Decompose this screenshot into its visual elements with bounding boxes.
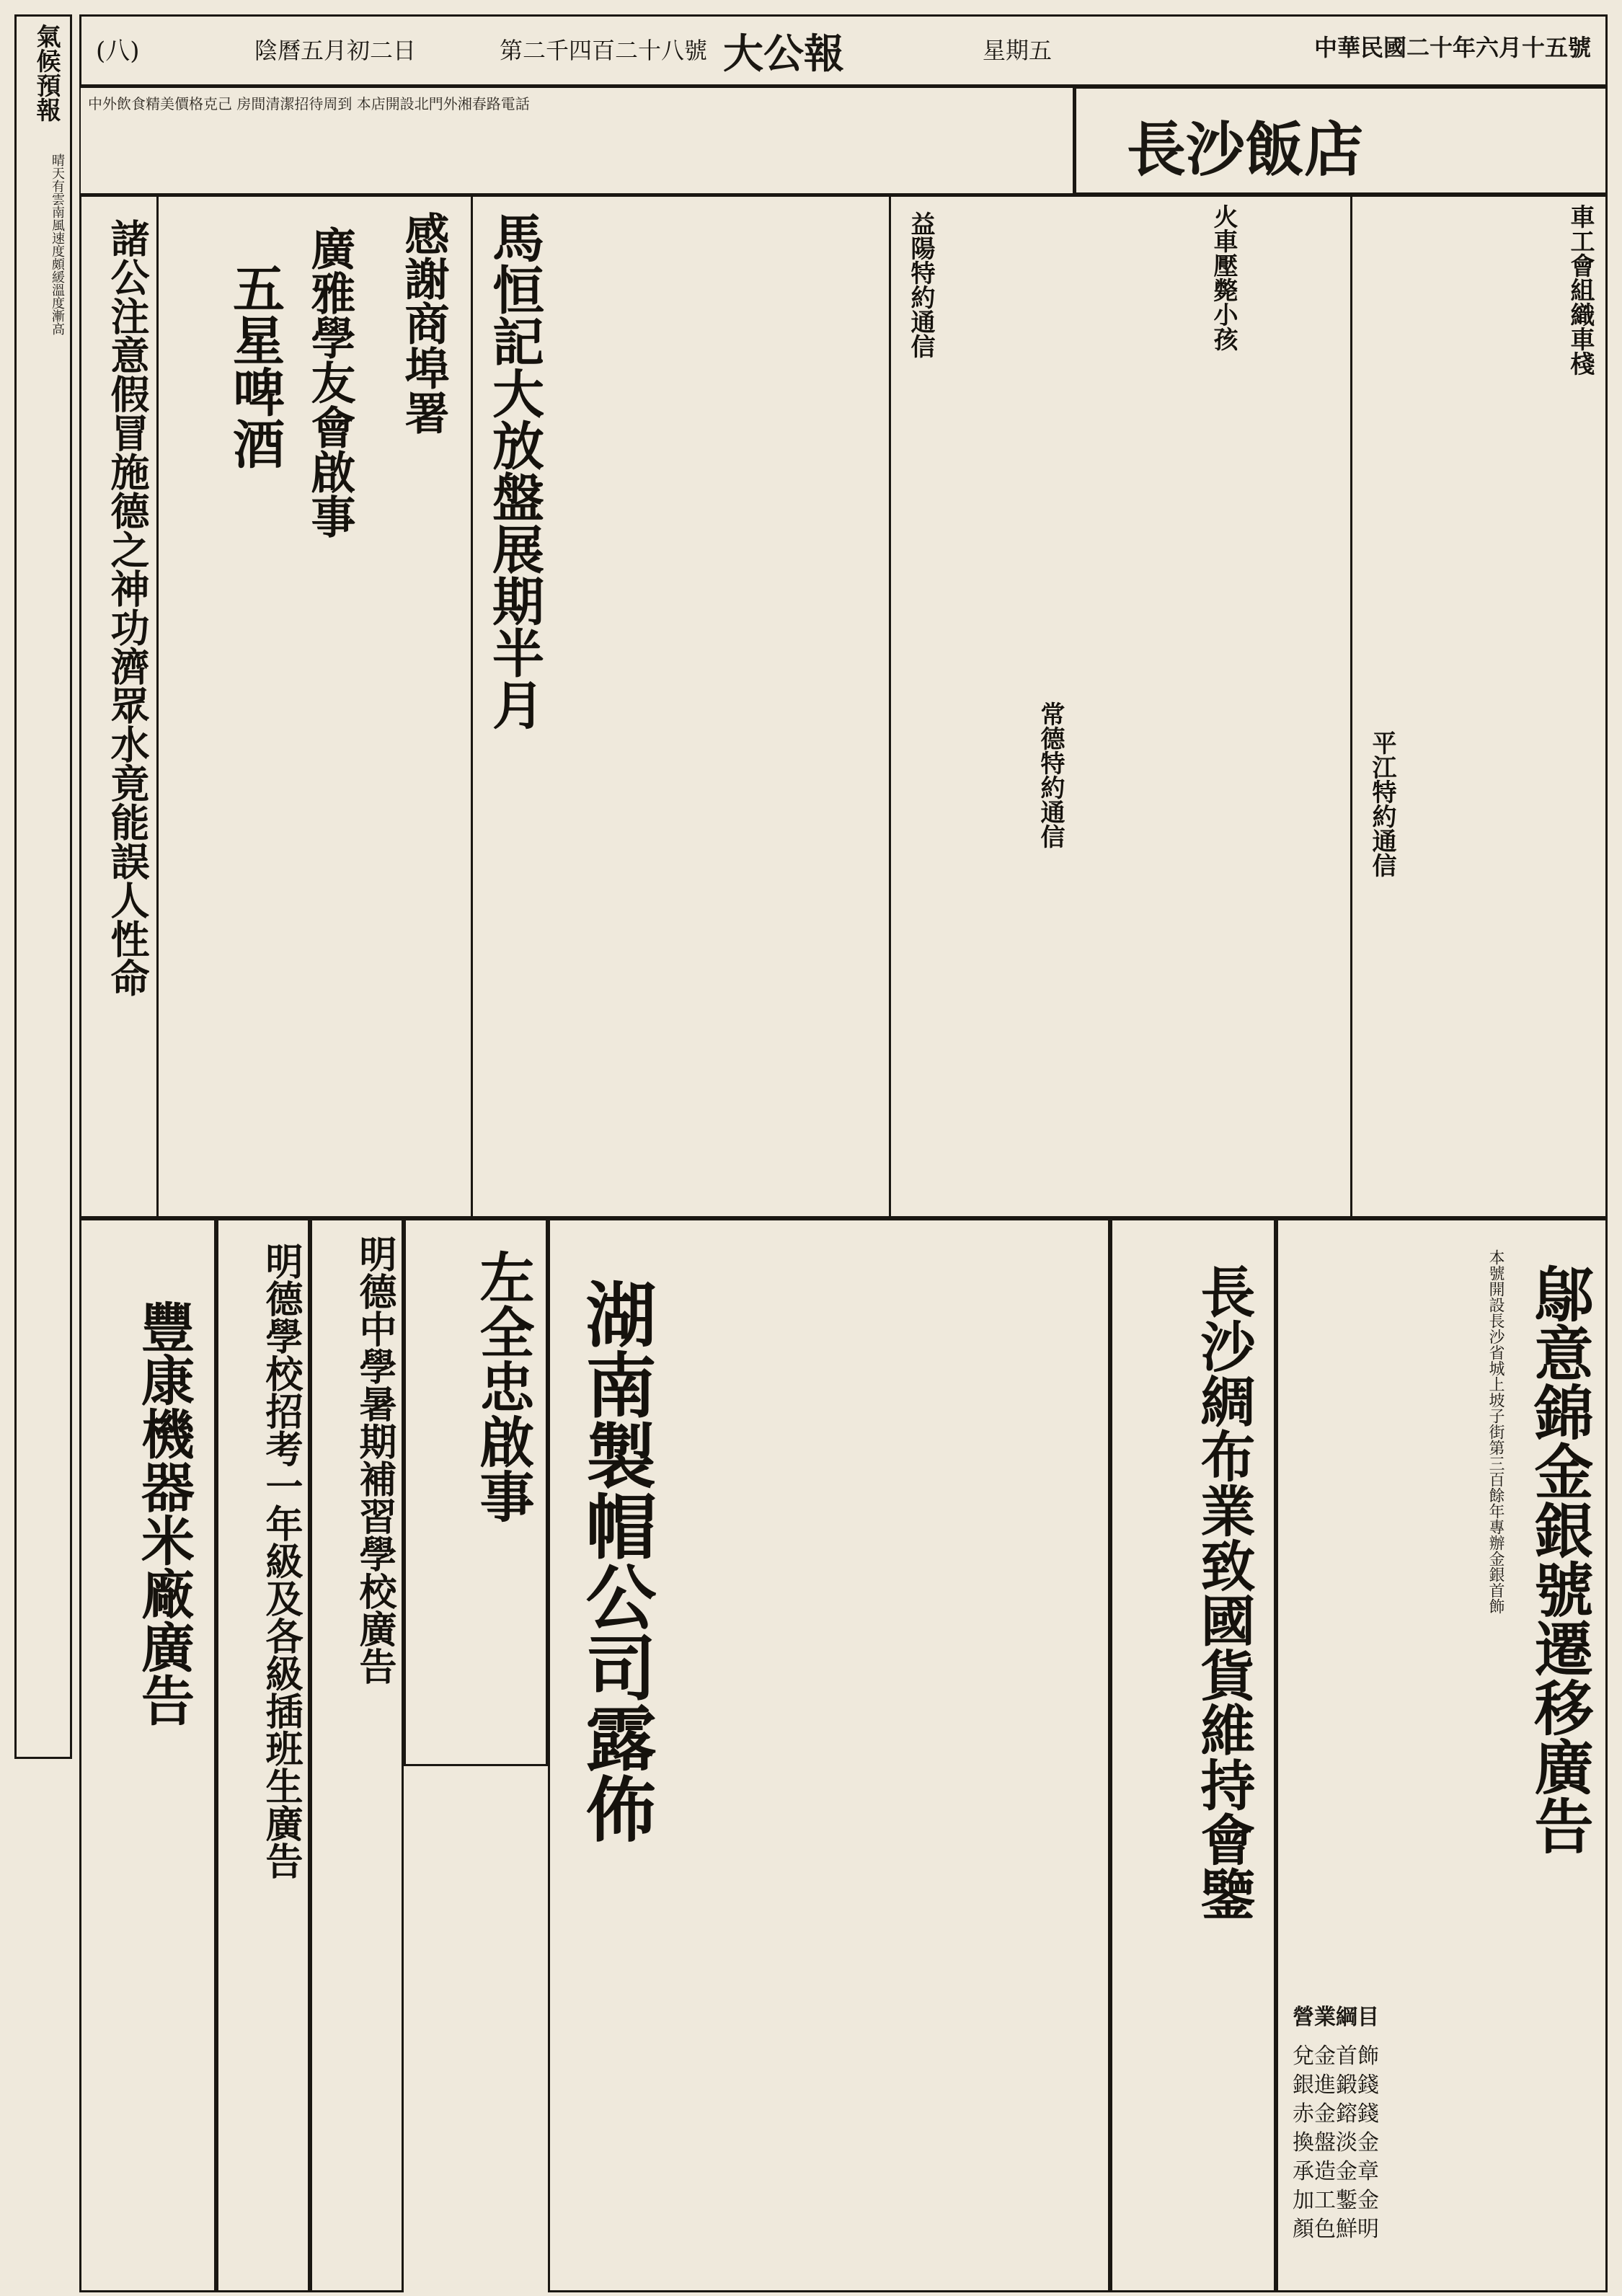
train-child-headline: 火車壓斃小孩 — [1209, 204, 1238, 351]
fengkang-ad — [79, 1218, 216, 2292]
thanks-headline: 感謝商埠署 — [397, 211, 450, 435]
mingde-summer-title: 明德中學暑期補習學校廣告 — [353, 1235, 396, 1685]
hotel-service-text: 中外飲食精美價格克己 房間清潔招待周到 本店開設北門外湘春路電話 — [88, 95, 530, 112]
masthead-paper-name: 大公報 — [723, 30, 844, 78]
machen-headline: 馬恒記大放盤展期半月 — [484, 211, 545, 730]
textile-title: 長沙綢布業致國貨維持會鑒 — [1192, 1264, 1256, 1921]
pingjiang-headline: 平江特約通信 — [1368, 730, 1396, 877]
masthead-weekday: 星期五 — [983, 37, 1052, 64]
five-star-headline: 五星啤酒 — [224, 262, 285, 469]
hunan-hat-ad — [548, 1218, 1110, 2292]
yiyijin-body: 本號開設長沙省城上坡子街第三百餘年專辦金銀首飾 — [1486, 1249, 1504, 1614]
mingde-summer-ad — [310, 1218, 404, 2292]
mingde-enroll-title: 明德學校招考一年級及各級插班生廣告 — [259, 1242, 303, 1879]
business-item: 承造金章 — [1293, 2159, 1379, 2184]
zuoquanzhong-title: 左全忠啟事 — [471, 1249, 535, 1523]
fake-medicine-ad — [79, 195, 159, 1218]
weather-title: 氣候預報 — [32, 24, 61, 122]
changsha-hotel-ad — [1074, 87, 1608, 195]
business-item: 加工鏨金 — [1293, 2188, 1379, 2213]
left-weather-column — [14, 14, 72, 1759]
hotel-service-strip — [79, 87, 1074, 195]
zuoquanzhong-ad — [404, 1218, 548, 1766]
business-item: 赤金鎔錢 — [1293, 2101, 1379, 2127]
business-items — [1293, 2042, 1595, 2244]
business-title: 營業綱目 — [1293, 2005, 1379, 2030]
masthead-page: (八) — [96, 37, 140, 66]
business-item: 銀進鍛錢 — [1293, 2073, 1379, 2098]
car-union-headline: 車工會組織車棧 — [1566, 204, 1595, 376]
fengkang-title: 豐康機器米廠廣告 — [133, 1300, 195, 1727]
yiyang-headline: 益陽特約通信 — [906, 211, 935, 358]
car-union-body — [1288, 211, 1555, 1213]
yiyijin-title: 鄔意錦金銀號遷移廣告 — [1525, 1264, 1594, 1855]
textile-ad — [1110, 1218, 1276, 2292]
business-item: 兌金首飾 — [1293, 2044, 1379, 2069]
business-item: 顏色鮮明 — [1293, 2217, 1379, 2242]
masthead-date: 中華民國二十年六月十五號 — [1313, 34, 1591, 61]
guangya-headline: 廣雅學友會啟事 — [303, 226, 356, 538]
weather-body: 晴天有雲南風速度頗緩溫度漸高 — [50, 154, 65, 335]
fake-medicine-title: 諸公注意假冒施德之神功濟眾水竟能誤人性命 — [105, 218, 151, 997]
masthead-lunar: 陰曆五月初二日 — [254, 37, 417, 64]
masthead-issue: 第二千四百二十八號 — [500, 37, 708, 64]
hunan-hat-title: 湖南製帽公司露佈 — [574, 1278, 657, 1843]
hotel-name: 長沙飯店 — [1127, 115, 1364, 185]
mingde-enroll-ad — [216, 1218, 310, 2292]
news-section — [79, 195, 1608, 1218]
changde-headline: 常德特約通信 — [1036, 701, 1065, 848]
business-item: 換盤淡金 — [1293, 2130, 1379, 2155]
masthead — [79, 14, 1608, 87]
yiyijin-ad — [1276, 1218, 1608, 2292]
